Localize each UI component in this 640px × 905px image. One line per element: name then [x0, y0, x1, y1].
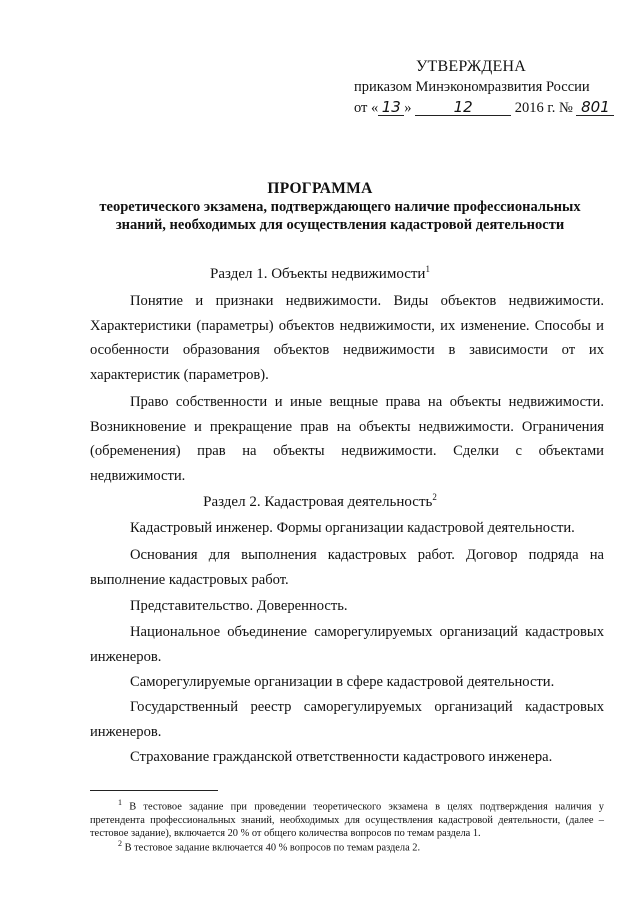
- section-1-heading: [0, 264, 640, 283]
- section-2-paragraph-6: Государственный реестр саморегулируемых организаций кадастровых инженеров.: [90, 699, 604, 740]
- section-2-paragraph-3: Представительство. Доверенность.: [130, 598, 348, 614]
- approval-stamp-title: УТВЕРЖДЕНА: [416, 58, 527, 75]
- handwritten-day: 13: [378, 99, 404, 116]
- section-1-heading-text: Раздел 1. Объекты недвижимости: [210, 266, 426, 282]
- footnote-2: [90, 837, 604, 855]
- section-2-heading: [0, 492, 640, 511]
- date-prefix: от: [354, 100, 368, 116]
- section-2-paragraph-2: Основания для выполнения кадастровых работ. Договор подряда на выполнение кадастровых работ.: [90, 547, 604, 588]
- year-and-number-label: 2016 г. №: [514, 100, 573, 116]
- footnote-2-text: В тестовое задание включается 40 % вопросов по темам раздела 2.: [124, 842, 421, 854]
- section-1-paragraph-1: Понятие и признаки недвижимости. Виды объектов недвижимости. Характеристики (параметры) объектов недвижимости, их изменение. Способы и особенности образования объектов недвижимости в зависимости от их характеристик (параметров).: [90, 293, 604, 383]
- section-2-paragraph-7: Страхование гражданской ответственности кадастрового инженера.: [130, 749, 553, 765]
- footnote-separator: [90, 790, 218, 791]
- section-1-paragraph-2: Право собственности и иные вещные права на объекты недвижимости. Возникновение и прекращение прав на объекты недвижимости. Ограничения (обременения) прав на объекты недвижимости. Сделки с объектами недвижимости.: [90, 394, 604, 484]
- footnote-ref-1: 1: [425, 264, 430, 274]
- handwritten-month: 12: [415, 99, 511, 116]
- section-2-paragraph-5: Саморегулируемые организации в сфере кадастровой деятельности.: [130, 674, 555, 690]
- document-subtitle: теоретического экзамена, подтверждающего наличие профессиональных знаний, необходимых для осуществления кадастровой деятельности: [99, 199, 581, 233]
- document-title: ПРОГРАММА: [267, 180, 373, 197]
- approval-date-line: от « 13 » 12 2016 г. № 801: [354, 99, 614, 117]
- section-2-paragraph-1: Кадастровый инженер. Формы организации кадастровой деятельности.: [130, 520, 575, 536]
- footnote-2-mark: 2: [118, 839, 122, 848]
- footnote-ref-2: 2: [432, 492, 437, 502]
- approval-order-line: приказом Минэкономразвития России: [354, 79, 590, 95]
- section-2-heading-text: Раздел 2. Кадастровая деятельность: [203, 494, 433, 510]
- footnote-1: [90, 796, 604, 841]
- footnote-1-text: В тестовое задание при проведении теоретического экзамена в целях подтверждения наличия у претендента профессиональных знаний, необходимых для осуществления кадастровой деятельности, (далее – тестовое задание), включается 20 % от общего количества вопросов по темам раздела 1.: [90, 801, 604, 840]
- section-2-paragraph-4: Национальное объединение саморегулируемых организаций кадастровых инженеров.: [90, 624, 604, 665]
- footnote-1-mark: 1: [118, 798, 122, 807]
- handwritten-order-number: 801: [576, 99, 614, 116]
